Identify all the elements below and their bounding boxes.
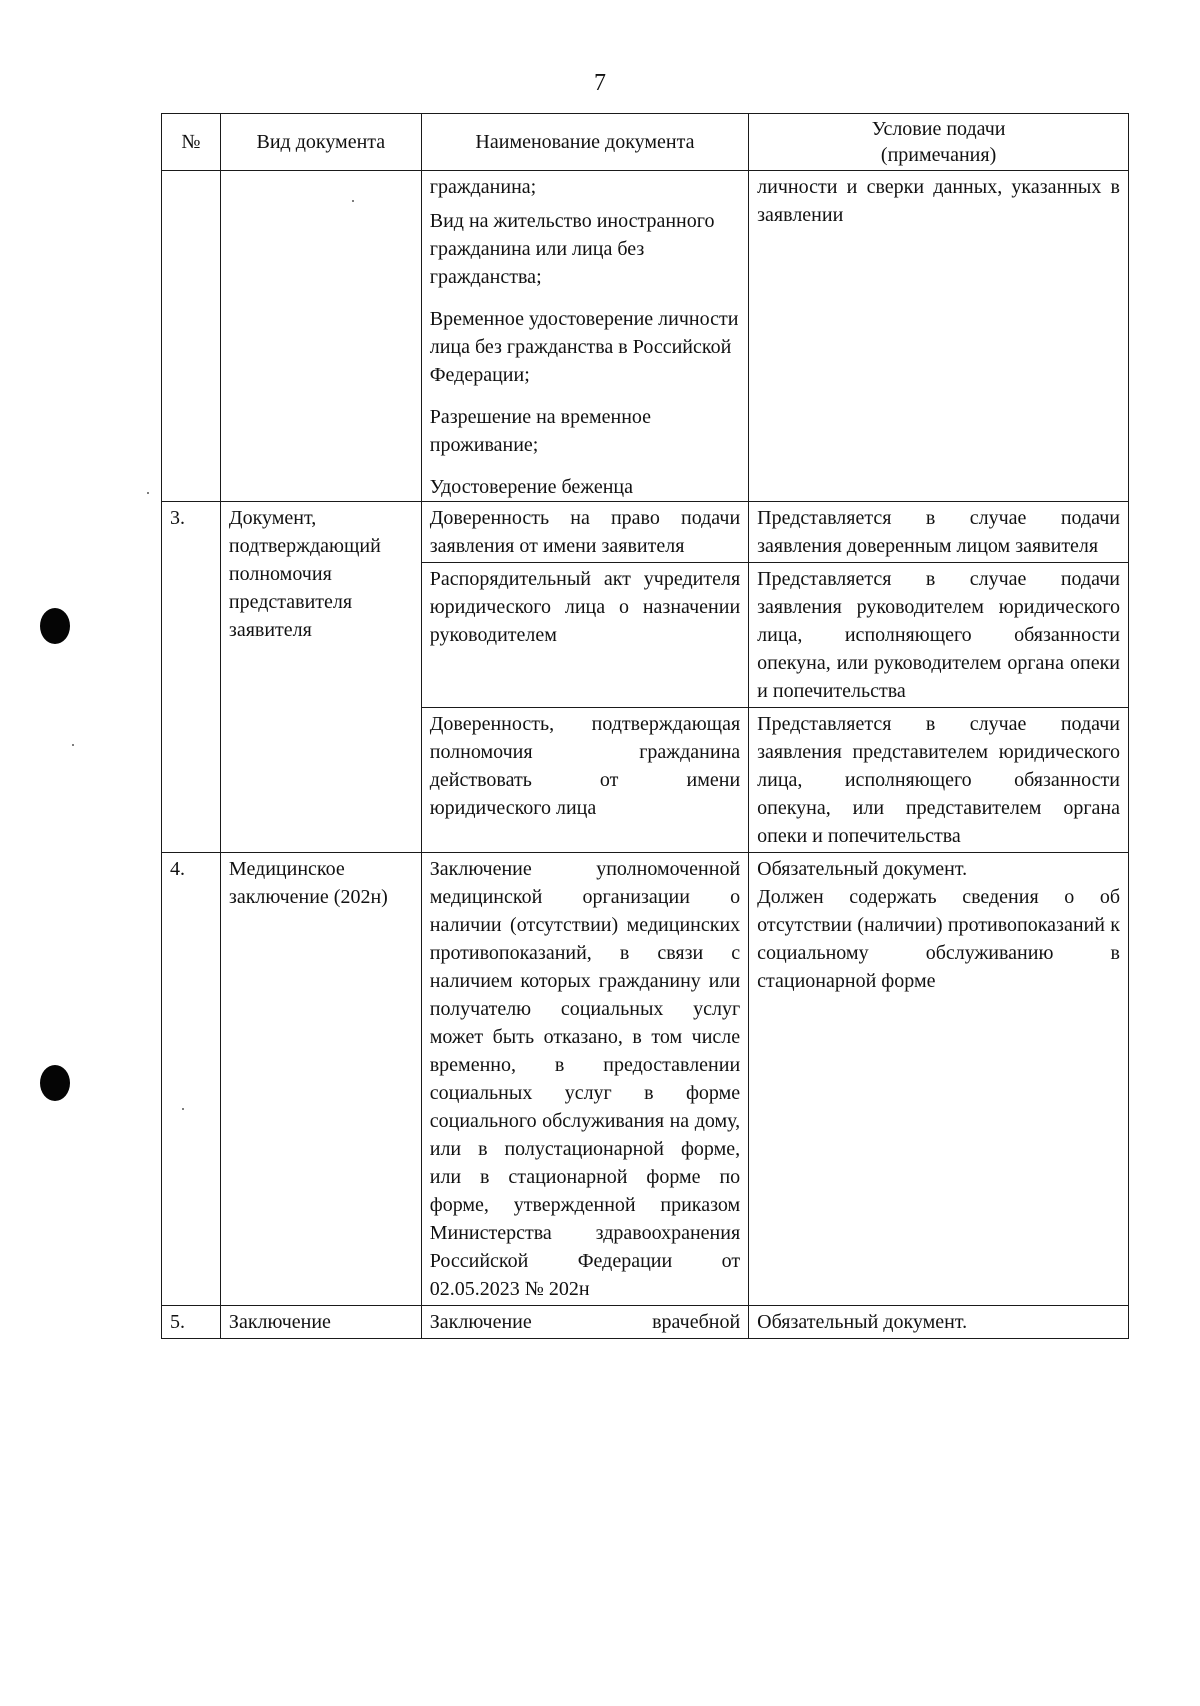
cell-document-name: Заключение врачебной [421,1306,748,1339]
table-row [162,1306,1129,1339]
page-number: 7 [594,70,606,96]
cell-number: 4. [162,853,221,1306]
document-name-entry: Разрешение на временное проживание; [429,406,652,456]
condition-line: Обязательный документ. [757,858,968,880]
documents-table [161,113,1129,1339]
cell-document-name: Распорядительный акт учредителя юридического лица о назначении руководителем [421,563,748,708]
scan-speck [182,1108,184,1110]
cell-condition: Обязательный документ. [749,1306,1129,1339]
scan-speck [72,744,74,746]
scan-speck [147,492,149,494]
cell-condition [749,853,1129,1306]
binder-hole [40,608,70,644]
table-row [162,171,1129,502]
cell-condition: Представляется в случае подачи заявления доверенным лицом заявителя [749,502,1129,563]
condition-line: Должен содержать сведения о об отсутствии (наличии) противопоказаний к социальному обслуживанию в стационарной форме [757,886,1120,992]
binder-hole [40,1065,70,1101]
document-name-entry: гражданина; [429,176,537,198]
header-document-type: Вид документа [220,114,421,171]
cell-condition: Представляется в случае подачи заявления руководителем юридического лица, исполняющего обязанности опекуна, или руководителем органа опеки и попечительства [749,563,1129,708]
cell-document-type: Заключение [220,1306,421,1339]
scan-speck [352,200,354,202]
document-name-entry: Временное удостоверение личности лица без гражданства в Российской Федерации; [429,308,739,386]
cell-document-type [220,171,421,502]
table-row [162,502,1129,563]
cell-document-type: Документ, подтверждающий полномочия представителя заявителя [220,502,421,853]
header-number: № [162,114,221,171]
cell-number [162,171,221,502]
cell-document-name: Заключение уполномоченной медицинской организации о наличии (отсутствии) медицинских противопоказаний, в связи с наличием которых гражданину или получателю социальных услуг может быть отказано, в том числе временно, в предоставлении социальных услуг в форме социального обслуживания на дому, или в полустационарной форме, или в стационарной форме по форме, утвержденной приказом Министерства здравоохранения Российской Федерации от 02.05.2023 № 202н [421,853,748,1306]
header-condition-line1: Условие подачи [871,118,1006,140]
cell-document-name: Доверенность на право подачи заявления от имени заявителя [421,502,748,563]
cell-number: 5. [162,1306,221,1339]
cell-document-type: Медицинское заключение (202н) [220,853,421,1306]
header-condition-line2: (примечания) [880,144,997,166]
cell-document-name: Доверенность, подтверждающая полномочия гражданина действовать от имени юридического лица [421,708,748,853]
cell-condition: личности и сверки данных, указанных в заявлении [749,171,1129,502]
cell-number: 3. [162,502,221,853]
header-condition [749,114,1129,171]
table-header-row [162,114,1129,171]
cell-condition: Представляется в случае подачи заявления представителем юридического лица, исполняющего обязанности опекуна, или представителем органа опеки и попечительства [749,708,1129,853]
table-row [162,853,1129,1306]
document-name-entry: Удостоверение беженца [429,476,633,498]
document-name-entry: Вид на жительство иностранного гражданина или лица без гражданства; [429,210,715,288]
header-document-name: Наименование документа [421,114,748,171]
cell-document-name [421,171,748,502]
